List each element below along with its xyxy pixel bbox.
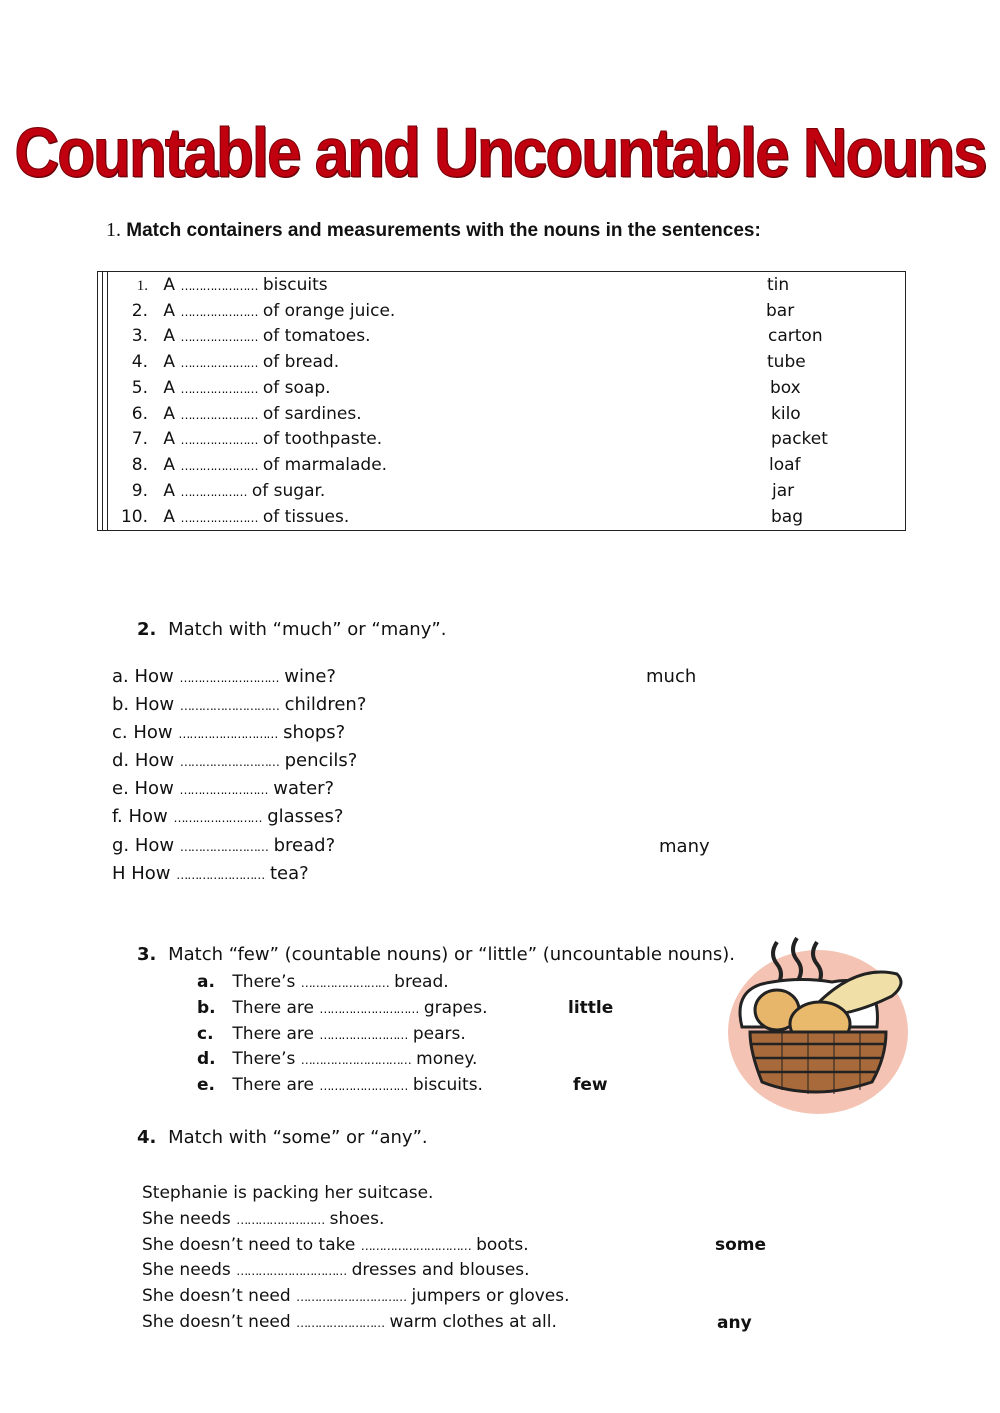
blank-field[interactable]: ……………………… bbox=[319, 1002, 419, 1016]
item-noun: bread? bbox=[273, 835, 336, 856]
item-noun: biscuits bbox=[262, 275, 328, 295]
blank-field[interactable]: ………………… bbox=[180, 433, 258, 447]
item-article: A bbox=[163, 507, 176, 527]
item-end: pears. bbox=[412, 1024, 466, 1044]
item-number: 5. bbox=[131, 378, 148, 398]
item-article: A bbox=[163, 429, 176, 449]
list-item bbox=[197, 972, 449, 992]
blank-field[interactable]: ………………………… bbox=[300, 1053, 411, 1067]
item-noun: of sugar. bbox=[251, 481, 326, 501]
item-article: A bbox=[163, 404, 176, 424]
blank-field[interactable]: …………………… bbox=[319, 1028, 408, 1042]
item-noun: tea? bbox=[270, 863, 309, 884]
item-start: There are bbox=[232, 1024, 314, 1044]
item-article: A bbox=[163, 481, 176, 501]
section1-instruction: Match containers and measurements with the nouns in the sentences: bbox=[126, 220, 761, 241]
blank-field[interactable]: …………………… bbox=[173, 811, 262, 825]
item-prefix: b. How bbox=[112, 694, 175, 715]
item-start: She needs bbox=[142, 1260, 231, 1280]
blank-field[interactable]: …………………… bbox=[300, 976, 389, 990]
answer-option[interactable]: bar bbox=[766, 301, 795, 321]
item-noun: of tomatoes. bbox=[262, 326, 371, 346]
item-number: 3. bbox=[131, 326, 148, 346]
option-much[interactable]: much bbox=[646, 666, 697, 687]
item-end: shoes. bbox=[329, 1209, 385, 1229]
item-noun: shops? bbox=[283, 722, 346, 743]
blank-field[interactable]: …………………… bbox=[296, 1316, 385, 1330]
item-noun: of soap. bbox=[262, 378, 331, 398]
item-number: 7. bbox=[131, 429, 148, 449]
blank-field[interactable]: …………………… bbox=[176, 868, 265, 882]
blank-field[interactable]: ………………… bbox=[180, 356, 258, 370]
section4-instruction: Match with “some” or “any”. bbox=[168, 1127, 428, 1148]
item-article: A bbox=[163, 326, 176, 346]
item-number: 4. bbox=[131, 352, 148, 372]
blank-field[interactable]: …………………… bbox=[179, 783, 268, 797]
list-item bbox=[112, 835, 335, 856]
list-item bbox=[118, 404, 362, 424]
item-end: biscuits. bbox=[412, 1075, 483, 1095]
item-letter: d. bbox=[197, 1049, 216, 1069]
item-start: She doesn’t need to take bbox=[142, 1235, 356, 1255]
list-item bbox=[118, 352, 339, 372]
list-item bbox=[197, 1024, 466, 1044]
item-number: 10. bbox=[120, 507, 148, 527]
item-article: A bbox=[163, 275, 176, 295]
item-noun: of bread. bbox=[262, 352, 340, 372]
item-number: 1. bbox=[136, 278, 148, 294]
blank-field[interactable]: ………………………… bbox=[360, 1239, 471, 1253]
blank-field[interactable]: ………………… bbox=[180, 330, 258, 344]
section4-intro: Stephanie is packing her suitcase. bbox=[142, 1183, 434, 1203]
answer-option[interactable]: box bbox=[770, 378, 801, 398]
item-noun: glasses? bbox=[267, 806, 344, 827]
item-letter: a. bbox=[197, 972, 215, 992]
item-number: 2. bbox=[131, 301, 148, 321]
blank-field[interactable]: ………………… bbox=[180, 459, 258, 473]
answer-option[interactable]: packet bbox=[771, 429, 828, 449]
answer-option[interactable]: loaf bbox=[769, 455, 801, 475]
list-item bbox=[142, 1312, 557, 1332]
answer-option[interactable]: carton bbox=[768, 326, 823, 346]
item-end: jumpers or gloves. bbox=[411, 1286, 570, 1306]
list-item bbox=[118, 378, 331, 398]
list-item bbox=[112, 666, 336, 687]
blank-field[interactable]: ………………………… bbox=[236, 1264, 347, 1278]
list-item bbox=[112, 722, 345, 743]
list-item bbox=[118, 429, 382, 449]
item-start: There are bbox=[232, 1075, 314, 1095]
list-item bbox=[142, 1235, 529, 1255]
item-end: dresses and blouses. bbox=[351, 1260, 530, 1280]
list-item bbox=[118, 301, 395, 321]
item-start: She doesn’t need bbox=[142, 1286, 291, 1306]
section3-heading bbox=[137, 944, 735, 965]
list-item bbox=[142, 1286, 570, 1306]
blank-field[interactable]: …………………… bbox=[179, 840, 268, 854]
item-letter: b. bbox=[197, 998, 216, 1018]
blank-field[interactable]: ……………………… bbox=[179, 755, 279, 769]
list-item bbox=[118, 481, 325, 501]
item-noun: of toothpaste. bbox=[262, 429, 383, 449]
list-item bbox=[112, 778, 334, 799]
list-item bbox=[197, 998, 488, 1018]
section1-number: 1. bbox=[106, 219, 121, 241]
section1-heading bbox=[106, 219, 761, 242]
item-noun: of sardines. bbox=[262, 404, 362, 424]
option-little[interactable]: little bbox=[568, 998, 614, 1018]
item-start: She doesn’t need bbox=[142, 1312, 291, 1332]
item-noun: children? bbox=[284, 694, 367, 715]
item-prefix: H How bbox=[112, 863, 171, 884]
list-item bbox=[118, 455, 387, 475]
item-noun: of marmalade. bbox=[262, 455, 388, 475]
list-item bbox=[142, 1260, 530, 1280]
blank-field[interactable]: ………………………… bbox=[296, 1290, 407, 1304]
blank-field[interactable]: ………………… bbox=[180, 279, 258, 293]
section4-number: 4. bbox=[137, 1127, 157, 1148]
blank-field[interactable]: …………………… bbox=[319, 1079, 408, 1093]
answer-option[interactable]: jar bbox=[772, 481, 795, 501]
item-noun: water? bbox=[273, 778, 335, 799]
bread-basket-icon bbox=[722, 932, 910, 1118]
answer-option[interactable]: kilo bbox=[771, 404, 801, 424]
blank-field[interactable]: ……………………… bbox=[178, 727, 278, 741]
list-item bbox=[112, 806, 343, 827]
item-prefix: d. How bbox=[112, 750, 175, 771]
list-item bbox=[112, 750, 357, 771]
blank-field[interactable]: ………………… bbox=[180, 382, 258, 396]
list-item bbox=[112, 694, 366, 715]
item-prefix: g. How bbox=[112, 835, 175, 856]
item-number: 8. bbox=[131, 455, 148, 475]
item-noun: pencils? bbox=[284, 750, 358, 771]
item-letter: c. bbox=[197, 1024, 214, 1044]
item-noun: of orange juice. bbox=[262, 301, 396, 321]
option-few[interactable]: few bbox=[573, 1075, 608, 1095]
section2-instruction: Match with “much” or “many”. bbox=[168, 619, 447, 640]
item-start: There’s bbox=[232, 1049, 296, 1069]
section2-number: 2. bbox=[137, 619, 157, 640]
item-article: A bbox=[163, 455, 176, 475]
item-letter: e. bbox=[197, 1075, 215, 1095]
blank-field[interactable]: ………………… bbox=[180, 305, 258, 319]
item-article: A bbox=[163, 352, 176, 372]
option-some[interactable]: some bbox=[715, 1235, 767, 1255]
list-item bbox=[118, 326, 370, 346]
answer-option[interactable]: tube bbox=[767, 352, 806, 372]
item-noun: wine? bbox=[284, 666, 336, 687]
answer-option[interactable]: tin bbox=[767, 275, 790, 295]
blank-field[interactable]: ……………… bbox=[180, 485, 247, 499]
item-start: She needs bbox=[142, 1209, 231, 1229]
blank-field[interactable]: ………………… bbox=[180, 408, 258, 422]
page-title: Countable and Uncountable Nouns bbox=[14, 114, 986, 193]
blank-field[interactable]: ……………………… bbox=[179, 671, 279, 685]
item-end: bread. bbox=[394, 972, 449, 992]
blank-field[interactable]: ……………………… bbox=[179, 699, 279, 713]
list-item bbox=[197, 1075, 483, 1095]
list-item bbox=[112, 863, 309, 884]
list-item bbox=[142, 1209, 384, 1229]
item-start: There are bbox=[232, 998, 314, 1018]
list-item bbox=[197, 1049, 477, 1069]
item-prefix: a. How bbox=[112, 666, 174, 687]
option-many[interactable]: many bbox=[659, 836, 710, 857]
item-article: A bbox=[163, 301, 176, 321]
item-prefix: e. How bbox=[112, 778, 174, 799]
section2-heading bbox=[137, 619, 446, 640]
item-prefix: f. How bbox=[112, 806, 168, 827]
item-number: 9. bbox=[131, 481, 148, 501]
section3-number: 3. bbox=[137, 944, 157, 965]
section4-heading bbox=[137, 1127, 428, 1148]
item-end: grapes. bbox=[423, 998, 488, 1018]
item-end: boots. bbox=[476, 1235, 529, 1255]
section3-instruction: Match “few” (countable nouns) or “little” (uncountable nouns). bbox=[168, 944, 735, 965]
item-end: money. bbox=[416, 1049, 478, 1069]
item-end: warm clothes at all. bbox=[389, 1312, 557, 1332]
item-prefix: c. How bbox=[112, 722, 173, 743]
item-noun: of tissues. bbox=[262, 507, 350, 527]
item-number: 6. bbox=[131, 404, 148, 424]
answer-option[interactable]: bag bbox=[771, 507, 803, 527]
option-any[interactable]: any bbox=[717, 1313, 752, 1333]
list-item bbox=[118, 275, 328, 295]
blank-field[interactable]: …………………… bbox=[236, 1213, 325, 1227]
item-start: There’s bbox=[232, 972, 296, 992]
list-item bbox=[118, 507, 349, 527]
item-article: A bbox=[163, 378, 176, 398]
blank-field[interactable]: ………………… bbox=[180, 511, 258, 525]
